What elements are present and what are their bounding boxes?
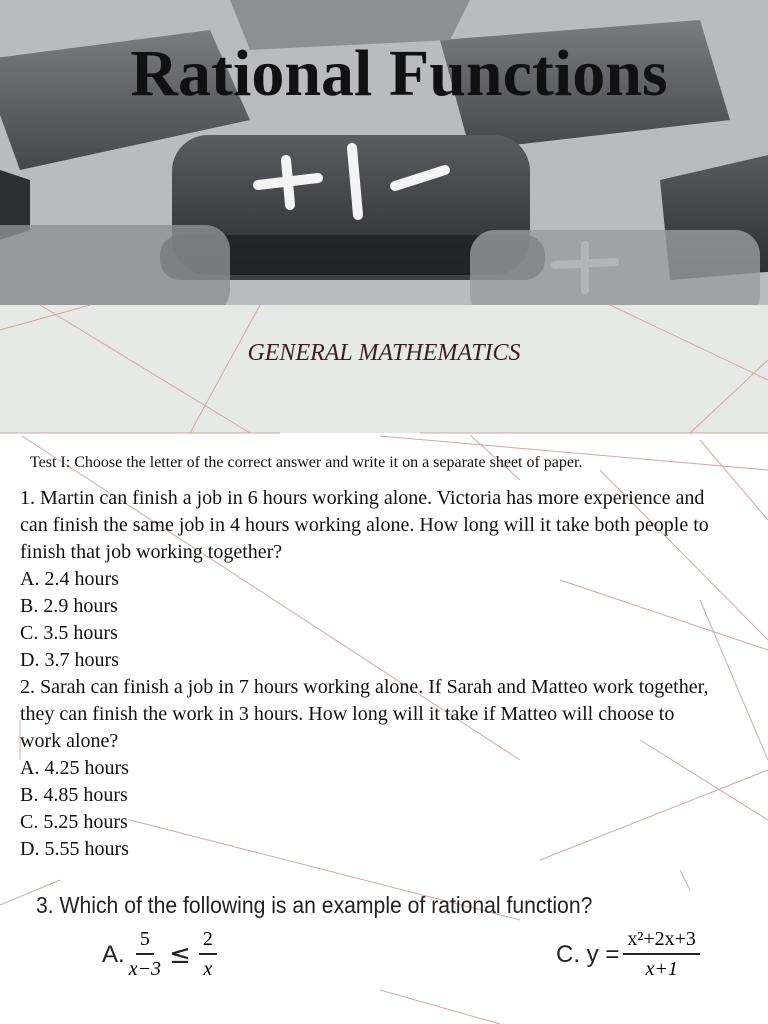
question-1-text: 1. Martin can finish a job in 6 hours working alone. Victoria has more experience and can finish the same job in 4 hours working alone. How long will it take both people to finish that job working together? bbox=[20, 487, 709, 563]
subject-band bbox=[0, 305, 768, 433]
option-a-rhs-denominator: x bbox=[203, 958, 213, 980]
question-2-choice-b: B. 4.85 hours bbox=[20, 784, 128, 806]
option-a-rhs-fraction bbox=[199, 928, 217, 981]
question-3-option-a bbox=[102, 928, 217, 981]
question-2-choice-d: D. 5.55 hours bbox=[20, 838, 129, 860]
question-3-option-c bbox=[556, 928, 700, 981]
page-title: Rational Functions bbox=[130, 37, 668, 110]
question-list bbox=[20, 485, 720, 863]
question-2-choice-a: A. 4.25 hours bbox=[20, 757, 129, 779]
question-1-choice-d: D. 3.7 hours bbox=[20, 649, 119, 671]
option-a-rhs-numerator: 2 bbox=[199, 928, 217, 955]
option-c-fraction bbox=[623, 928, 700, 981]
question-1-choice-b: B. 2.9 hours bbox=[20, 595, 118, 617]
question-2-choice-c: C. 5.25 hours bbox=[20, 811, 128, 833]
question-3-text: 3. Which of the following is an example of rational function? bbox=[36, 892, 593, 918]
question-1-choice-c: C. 3.5 hours bbox=[20, 622, 118, 644]
option-c-denominator: x+1 bbox=[645, 958, 678, 980]
option-c-letter: C. y = bbox=[556, 940, 620, 968]
header-banner bbox=[0, 0, 768, 305]
question-2-text: 2. Sarah can finish a job in 7 hours working alone. If Sarah and Matteo work together, they can finish the work in 3 hours. How long will it take if Matteo will choose to work alone? bbox=[20, 676, 709, 752]
test-instruction: Test I: Choose the letter of the correct answer and write it on a separate sheet of paper. bbox=[30, 454, 583, 471]
option-a-letter: A. bbox=[102, 940, 125, 968]
option-a-lhs-numerator: 5 bbox=[136, 928, 154, 955]
option-c-numerator: x²+2x+3 bbox=[623, 928, 700, 955]
option-a-lhs-denominator: x−3 bbox=[128, 958, 162, 980]
question-1-choice-a: A. 2.4 hours bbox=[20, 568, 119, 590]
option-a-operator: ≤ bbox=[169, 939, 191, 970]
option-a-lhs-fraction bbox=[129, 928, 161, 981]
subject-label: GENERAL MATHEMATICS bbox=[247, 340, 521, 366]
